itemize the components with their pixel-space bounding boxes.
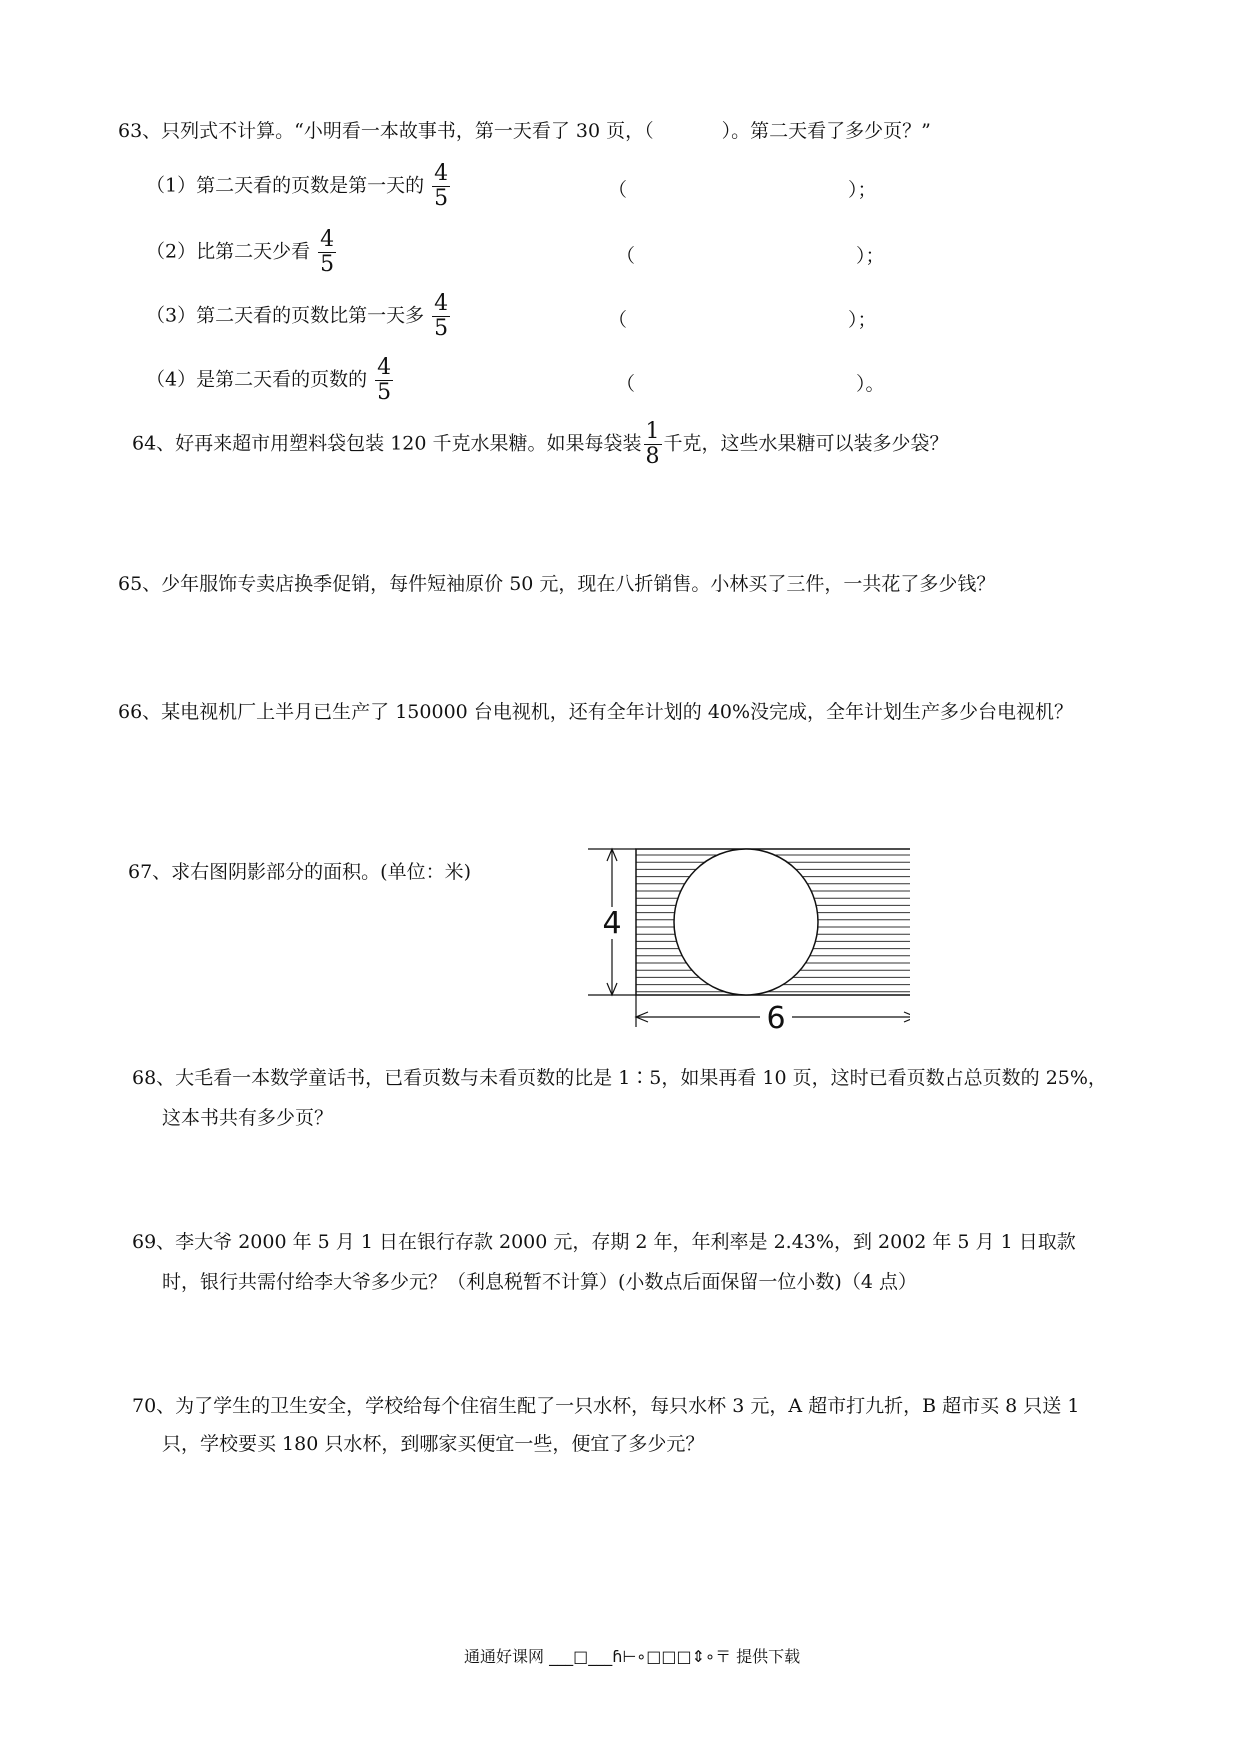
- fraction: [375, 356, 393, 405]
- fraction-denominator: 5: [377, 380, 392, 405]
- fraction: [432, 162, 450, 211]
- q63-stem: [118, 117, 931, 145]
- height-label: 4: [602, 906, 622, 941]
- q70-line1: 70、为了学生的卫生安全，学校给每个住宿生配了一只水杯，每只水杯 3 元，A 超市打九折，B 超市买 8 只送 1: [132, 1395, 1080, 1417]
- q63-answer-blank-2[interactable]: [616, 242, 635, 270]
- fraction-denominator: 5: [434, 186, 449, 211]
- fraction-denominator: 8: [645, 444, 660, 469]
- q69-line2: 时，银行共需付给李大爷多少元？（利息税暂不计算）(小数点后面保留一位小数)（4 点）: [162, 1271, 917, 1293]
- q67-figure: [570, 835, 910, 1035]
- fraction-numerator: 4: [434, 161, 449, 186]
- q68-line2: 这本书共有多少页？: [162, 1107, 334, 1129]
- q70-line2: 只，学校要买 180 只水杯，到哪家买便宜一些，便宜了多少元？: [162, 1433, 705, 1455]
- fraction-numerator: 4: [320, 227, 335, 252]
- q63-answer-close-4: [856, 370, 885, 398]
- q63-answer-blank-1[interactable]: [608, 176, 627, 204]
- footer-text: 通通好课网 ___□___ɦ⊢∘□□□⇕∘〒 提供下载: [464, 1647, 801, 1666]
- fraction-denominator: 5: [320, 252, 335, 277]
- close-paren: ）；: [848, 179, 877, 201]
- fraction-numerator: 4: [434, 291, 449, 316]
- q63-item-label: （2）比第二天少看: [146, 240, 311, 263]
- fraction: [432, 292, 450, 341]
- q66-text: 66、某电视机厂上半月已生产了 150000 台电视机，还有全年计划的 40%没完成，全年计划生产多少台电视机？: [118, 701, 1074, 723]
- circle: [674, 849, 818, 995]
- close-paren: ）；: [856, 245, 885, 267]
- q63-answer-blank-3[interactable]: [608, 306, 627, 334]
- q64-text-b: 千克，这些水果糖可以装多少袋？: [663, 432, 949, 455]
- open-paren: （: [616, 373, 636, 395]
- width-label: 6: [766, 1001, 786, 1035]
- q63-stem-b: ）。第二天看了多少页？”: [721, 120, 931, 142]
- open-paren: （: [616, 245, 636, 267]
- fraction: [644, 420, 662, 469]
- q69-line1: 69、李大爷 2000 年 5 月 1 日在银行存款 2000 元，存期 2 年，年利率是 2.43%，到 2002 年 5 月 1 日取款: [132, 1231, 1076, 1253]
- q63-item-label: （4）是第二天看的页数的: [146, 368, 368, 391]
- close-paren: ）；: [848, 309, 877, 331]
- open-paren: （: [608, 179, 628, 201]
- q63-answer-close-2: [856, 242, 885, 270]
- q64-text-a: 64、好再来超市用塑料袋包装 120 千克水果糖。如果每袋装: [132, 432, 642, 455]
- q63-answer-close-1: [848, 176, 877, 204]
- fraction-denominator: 5: [434, 316, 449, 341]
- fraction-numerator: 1: [645, 419, 660, 444]
- q63-item-1: [146, 162, 452, 211]
- q63-answer-close-3: [848, 306, 877, 334]
- q63-item-3: [146, 292, 452, 341]
- q65-text: 65、少年服饰专卖店换季促销，每件短袖原价 50 元，现在八折销售。小林买了三件，一共花了多少钱？: [118, 573, 996, 595]
- q63-item-2: [146, 228, 338, 277]
- q63-answer-blank-4[interactable]: [616, 370, 635, 398]
- q63-item-4: [146, 356, 395, 405]
- q64-text: [132, 420, 949, 469]
- q68-line1: 68、大毛看一本数学童话书，已看页数与未看页数的比是 1∶5，如果再看 10 页，这时已看页数占总页数的 25%，: [132, 1067, 1107, 1089]
- q67-text: 67、求右图阴影部分的面积。(单位：米): [128, 861, 472, 883]
- open-paren: （: [608, 309, 628, 331]
- fraction-numerator: 4: [377, 355, 392, 380]
- q63-item-label: （1）第二天看的页数是第一天的: [146, 174, 425, 197]
- q63-stem-a: 63、只列式不计算。“小明看一本故事书，第一天看了 30 页，（: [118, 120, 654, 142]
- close-paren: ）。: [856, 373, 885, 395]
- q63-item-label: （3）第二天看的页数比第一天多: [146, 304, 425, 327]
- fraction: [318, 228, 336, 277]
